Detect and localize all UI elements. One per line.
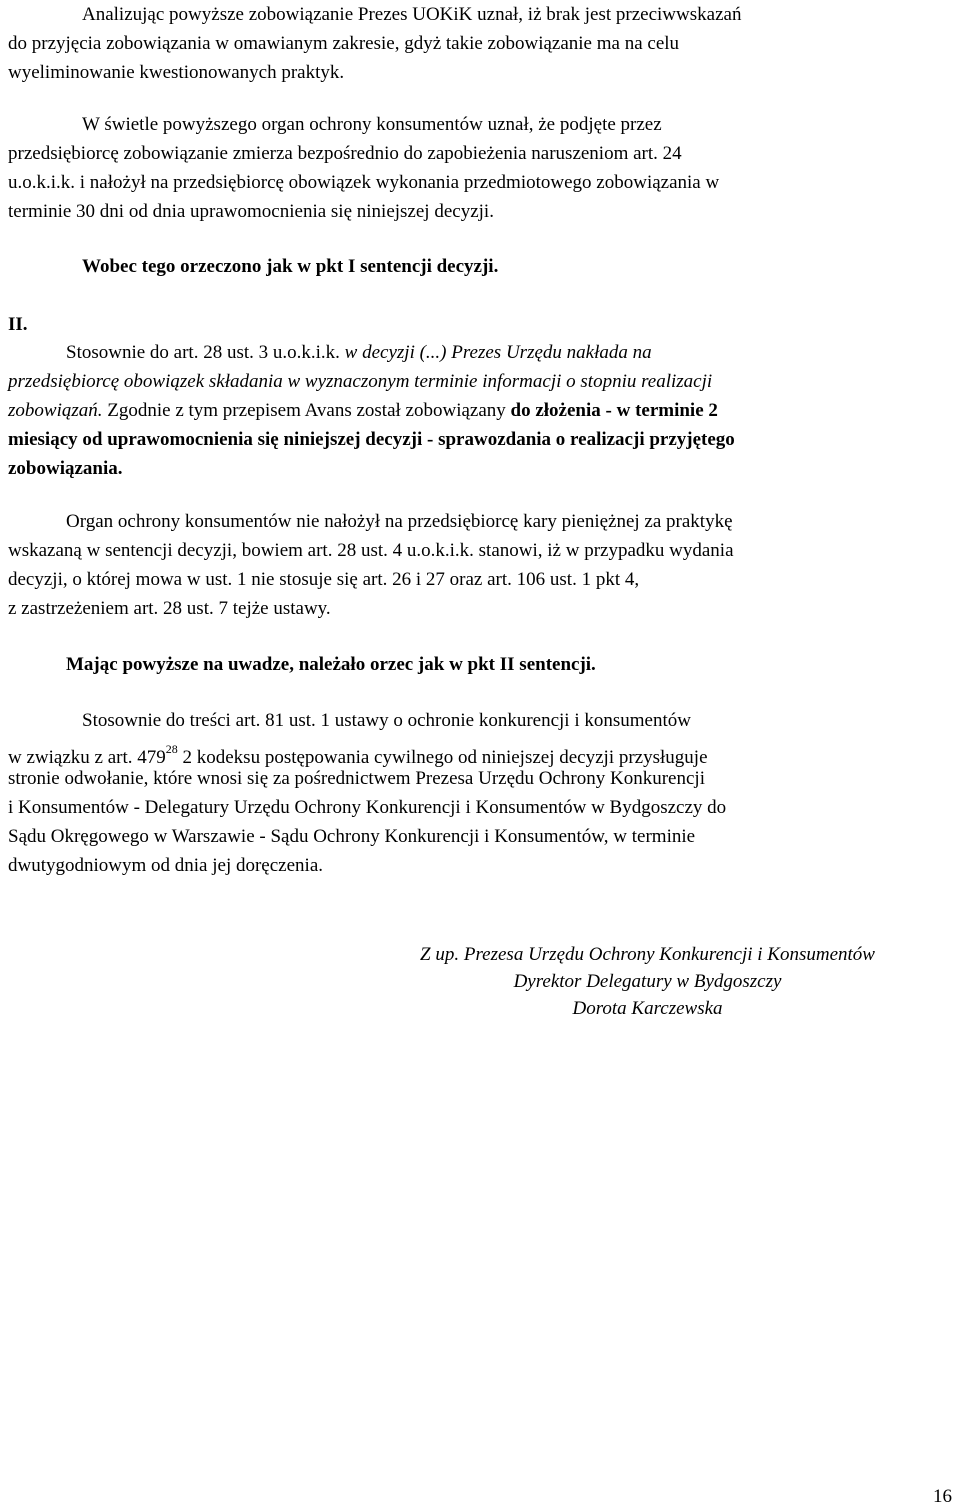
paragraph-4-line-3: decyzji, o której mowa w ust. 1 nie stosuje się art. 26 i 27 oraz art. 106 ust. 1 pkt 4,: [8, 569, 640, 590]
superscript-28: 28: [165, 742, 178, 756]
paragraph-4-line-4: z zastrzeżeniem art. 28 ust. 7 tejże ustawy.: [8, 598, 331, 619]
paragraph-2-line-4: terminie 30 dni od dnia uprawomocnienia się niniejszej decyzji.: [8, 201, 494, 222]
paragraph-3-line-1: [66, 338, 954, 367]
conclusion-point-ii: Mając powyższe na uwadze, należało orzec jak w pkt II sentencji.: [66, 654, 596, 675]
signature-line-2: Dyrektor Delegatury w Bydgoszczy: [513, 971, 782, 992]
paragraph-5-line-1: Stosownie do treści art. 81 ust. 1 ustawy o ochronie konkurencji i konsumentów: [82, 710, 691, 731]
page-number: 16: [933, 1486, 952, 1507]
paragraph-3-quote-start: w decyzji (...) Prezes Urzędu nakłada na: [344, 342, 652, 363]
paragraph-3-line-5: zobowiązania.: [8, 458, 123, 479]
paragraph-1-line-2: do przyjęcia zobowiązania w omawianym zakresie, gdyż takie zobowiązanie ma na celu: [8, 33, 680, 54]
paragraph-4-line-1: Organ ochrony konsumentów nie nałożył na przedsiębiorcę kary pieniężnej za praktykę: [66, 511, 733, 532]
section-heading-ii: II.: [8, 314, 28, 335]
paragraph-5-line-5: Sądu Okręgowego w Warszawie - Sądu Ochrony Konkurencji i Konsumentów, w terminie: [8, 826, 696, 847]
paragraph-5-line-2-start: w związku z art. 479: [8, 747, 166, 768]
paragraph-3-line-4: miesiący od uprawomocnienia się niniejszej decyzji - sprawozdania o realizacji przyjętego: [8, 429, 735, 450]
paragraph-2-line-3: u.o.k.i.k. i nałożył na przedsiębiorcę obowiązek wykonania przedmiotowego zobowiązania w: [8, 172, 720, 193]
paragraph-5-line-3: stronie odwołanie, które wnosi się za pośrednictwem Prezesa Urzędu Ochrony Konkurencji: [8, 768, 705, 789]
paragraph-5-line-4: i Konsumentów - Delegatury Urzędu Ochrony Konkurencji i Konsumentów w Bydgoszczy do: [8, 797, 727, 818]
paragraph-5-line-2-end: 2 kodeksu postępowania cywilnego od niniejszej decyzji przysługuje: [177, 747, 708, 768]
paragraph-1-line-1: Analizując powyższe zobowiązanie Prezes UOKiK uznał, iż brak jest przeciwwskazań: [82, 4, 742, 25]
paragraph-3-line-1-plain: Stosownie do art. 28 ust. 3 u.o.k.i.k.: [66, 342, 340, 363]
conclusion-point-i: Wobec tego orzeczono jak w pkt I sentencji decyzji.: [82, 256, 499, 277]
paragraph-2-line-2: przedsiębiorcę zobowiązanie zmierza bezpośrednio do zapobieżenia naruszeniom art. 24: [8, 143, 682, 164]
paragraph-4-line-2: wskazaną w sentencji decyzji, bowiem art. 28 ust. 4 u.o.k.i.k. stanowi, iż w przypadku wydania: [8, 540, 734, 561]
signature-line-1: Z up. Prezesa Urzędu Ochrony Konkurencji i Konsumentów: [420, 944, 875, 965]
paragraph-5-line-2: [8, 735, 954, 768]
paragraph-3-line-3-plain: Zgodnie z tym przepisem Avans został zobowiązany: [102, 400, 511, 421]
signature-line-3: Dorota Karczewska: [572, 998, 723, 1019]
paragraph-1-line-3: wyeliminowanie kwestionowanych praktyk.: [8, 62, 345, 83]
paragraph-3-quote-end: zobowiązań.: [8, 400, 103, 421]
paragraph-3-line-3-bold: do złożenia - w terminie 2: [510, 400, 718, 421]
paragraph-5-line-6: dwutygodniowym od dnia jej doręczenia.: [8, 855, 324, 876]
paragraph-3-line-2: przedsiębiorcę obowiązek składania w wyznaczonym terminie informacji o stopniu realizacji: [8, 371, 713, 392]
paragraph-2-line-1: W świetle powyższego organ ochrony konsumentów uznał, że podjęte przez: [82, 114, 662, 135]
paragraph-3-line-3: [8, 396, 954, 425]
